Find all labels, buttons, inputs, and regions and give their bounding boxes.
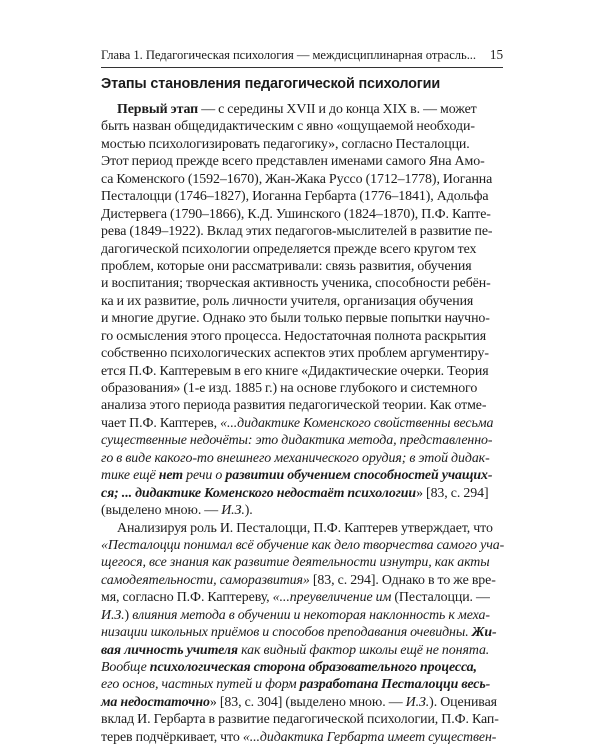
- text-run: мя, согласно П.Ф. Каптереву,: [101, 590, 273, 606]
- text-line: [101, 520, 503, 537]
- text-line: [101, 450, 503, 467]
- text-run: быть назван общедидактическим с явно «ощущаемой необходи-: [101, 119, 475, 135]
- text-run: го осмысления этого процесса. Недостаточная полнота раскрытия: [101, 328, 487, 344]
- text-run: ся; ... дидактике Коменского: [101, 485, 277, 501]
- text-run: низации школьных приёмов и способов преподавания очевидны.: [101, 625, 472, 641]
- text-run: «...преувеличение им: [272, 590, 392, 606]
- text-line: [101, 153, 503, 170]
- text-line: [101, 188, 503, 205]
- text-line: [101, 642, 503, 659]
- text-line: [101, 397, 503, 414]
- text-run: ма недостаточно: [101, 694, 210, 710]
- text-line: [101, 258, 503, 275]
- text-line: [101, 293, 503, 310]
- text-line: [101, 537, 503, 554]
- text-run: го в виде какого-то внешнего механического орудия; в этой дидак-: [101, 450, 490, 466]
- page-number: 15: [489, 47, 503, 62]
- text-run: ).: [244, 503, 253, 519]
- text-line: [101, 624, 503, 641]
- text-run: влияния метода в обучении и некоторая наклонность к меха-: [132, 607, 490, 623]
- text-run: Песталоцци (1746–1827), Иоганна Гербарта (1776–1841), Адольфа: [101, 189, 489, 205]
- body-text: [101, 101, 503, 746]
- text-run: щегося, все знания как развитие деятельности изнутри, как акты: [101, 555, 490, 571]
- text-run: собственно психологических аспектов этих проблем аргументиру-: [101, 346, 489, 362]
- text-run: самодеятельности, саморазвития»: [101, 572, 310, 588]
- text-line: [101, 101, 503, 118]
- text-line: [101, 136, 503, 153]
- text-run: существенные недочёты: это дидактика метода, представленно-: [101, 433, 493, 449]
- text-run: как видный фактор школы ещё не понята.: [237, 642, 490, 658]
- text-line: [101, 345, 503, 362]
- text-line: [101, 711, 503, 728]
- text-run: вая личность учителя: [101, 642, 238, 658]
- text-run: ка и их развитие, роль личности учителя, организация обучения: [101, 293, 474, 309]
- text-run: речи о: [183, 468, 226, 484]
- text-line: [101, 607, 503, 624]
- text-run: развитии обучением способностей учащих-: [225, 468, 493, 484]
- text-run: Вообще: [101, 660, 150, 675]
- text-line: [101, 118, 503, 135]
- text-run: (Песталоцци. —: [391, 590, 490, 606]
- text-run: Жи-: [471, 625, 497, 641]
- text-line: [101, 589, 503, 606]
- text-line: [101, 328, 503, 345]
- running-head-title: Глава 1. Педагогическая психология — междисциплинарная отрасль...: [101, 48, 476, 62]
- text-run: терев подчёркивает, что: [101, 729, 243, 745]
- text-run: [83, с. 294]. Однако в то же вре-: [309, 572, 496, 588]
- text-line: [101, 676, 503, 693]
- text-run: «...дидактика Гербарта имеет существен-: [242, 729, 497, 745]
- text-line: [101, 171, 503, 188]
- text-line: [101, 310, 503, 327]
- text-line: [101, 572, 503, 589]
- text-line: [101, 694, 503, 711]
- text-line: [101, 554, 503, 571]
- text-line: [101, 729, 503, 746]
- text-run: дагогической психологии определяется прежде всего кругом тех: [101, 241, 477, 257]
- text-run: «Песталоцци понимал всё обучение как дело творчества самого уча-: [101, 537, 505, 553]
- text-run: разработана Песталоцци весь-: [299, 677, 491, 693]
- text-run: И.З.: [101, 607, 125, 623]
- text-run: психологическая сторона образовательного процесса,: [149, 660, 477, 675]
- text-run: — с середины XVII и до конца XIX в. — может: [198, 102, 477, 117]
- text-run: образования» (1-е изд. 1885 г.) на основе глубокого и системного: [101, 381, 478, 396]
- text-run: И.З.: [405, 694, 430, 710]
- text-run: Анализируя роль И. Песталоцци, П.Ф. Каптерев утверждает, что: [117, 520, 493, 536]
- running-head: [101, 47, 503, 63]
- text-line: [101, 432, 503, 449]
- header-rule: [101, 67, 503, 68]
- text-line: [101, 502, 503, 519]
- text-run: чает П.Ф. Каптерев,: [101, 415, 221, 431]
- text-run: Этот период прежде всего представлен именами самого Яна Амо-: [101, 154, 485, 170]
- text-run: «...дидактике Коменского свойственны весьма: [220, 415, 494, 431]
- text-run: ется П.Ф. Каптеревым в его книге «Дидактические очерки. Теория: [101, 363, 489, 379]
- text-line: [101, 467, 503, 484]
- text-run: вклад И. Гербарта в развитие педагогической психологии, П.Ф. Кап-: [101, 712, 499, 728]
- text-run: недостаёт психологии: [276, 485, 417, 501]
- text-line: [101, 275, 503, 292]
- text-run: ). Оценивая: [429, 694, 497, 710]
- text-line: [101, 206, 503, 223]
- text-run: Дистервега (1790–1866), К.Д. Ушинского (1824–1870), П.Ф. Капте-: [101, 206, 491, 222]
- text-run: тике ещё: [101, 468, 159, 484]
- text-run: и воспитания; творческая активность ученика, способности ребён-: [101, 276, 491, 292]
- text-line: [101, 415, 503, 432]
- text-run: рева (1849–1922). Вклад этих педагогов-мыслителей в развитие пе-: [101, 224, 493, 240]
- text-run: его основ, частных путей и форм: [101, 677, 300, 693]
- text-run: са Коменского (1592–1670), Жан-Жака Руссо (1712–1778), Иоганна: [101, 171, 493, 187]
- text-run: и многие другие. Однако это были только первые попытки научно-: [101, 311, 490, 327]
- text-line: [101, 380, 503, 397]
- text-run: » [83, с. 294]: [416, 485, 489, 501]
- text-line: [101, 363, 503, 380]
- text-run: нет: [158, 468, 184, 484]
- text-run: (выделено мною. —: [101, 503, 222, 519]
- text-run: » [83, с. 304] (выделено мною. —: [209, 694, 406, 710]
- text-line: [101, 241, 503, 258]
- text-run: мостью психологизировать педагогику», согласно Песталоцци.: [101, 136, 470, 152]
- text-run: Первый этап: [117, 102, 199, 117]
- text-line: [101, 485, 503, 502]
- text-line: [101, 223, 503, 240]
- section-title: Этапы становления педагогической психологии: [101, 76, 441, 92]
- text-run: И.З.: [221, 503, 245, 519]
- text-run: анализа этого периода развития педагогической теории. Как отме-: [101, 398, 487, 414]
- text-run: проблем, которые они рассматривали: связь развития, обучения: [101, 258, 472, 274]
- text-line: [101, 659, 503, 676]
- text-run: ): [124, 607, 133, 623]
